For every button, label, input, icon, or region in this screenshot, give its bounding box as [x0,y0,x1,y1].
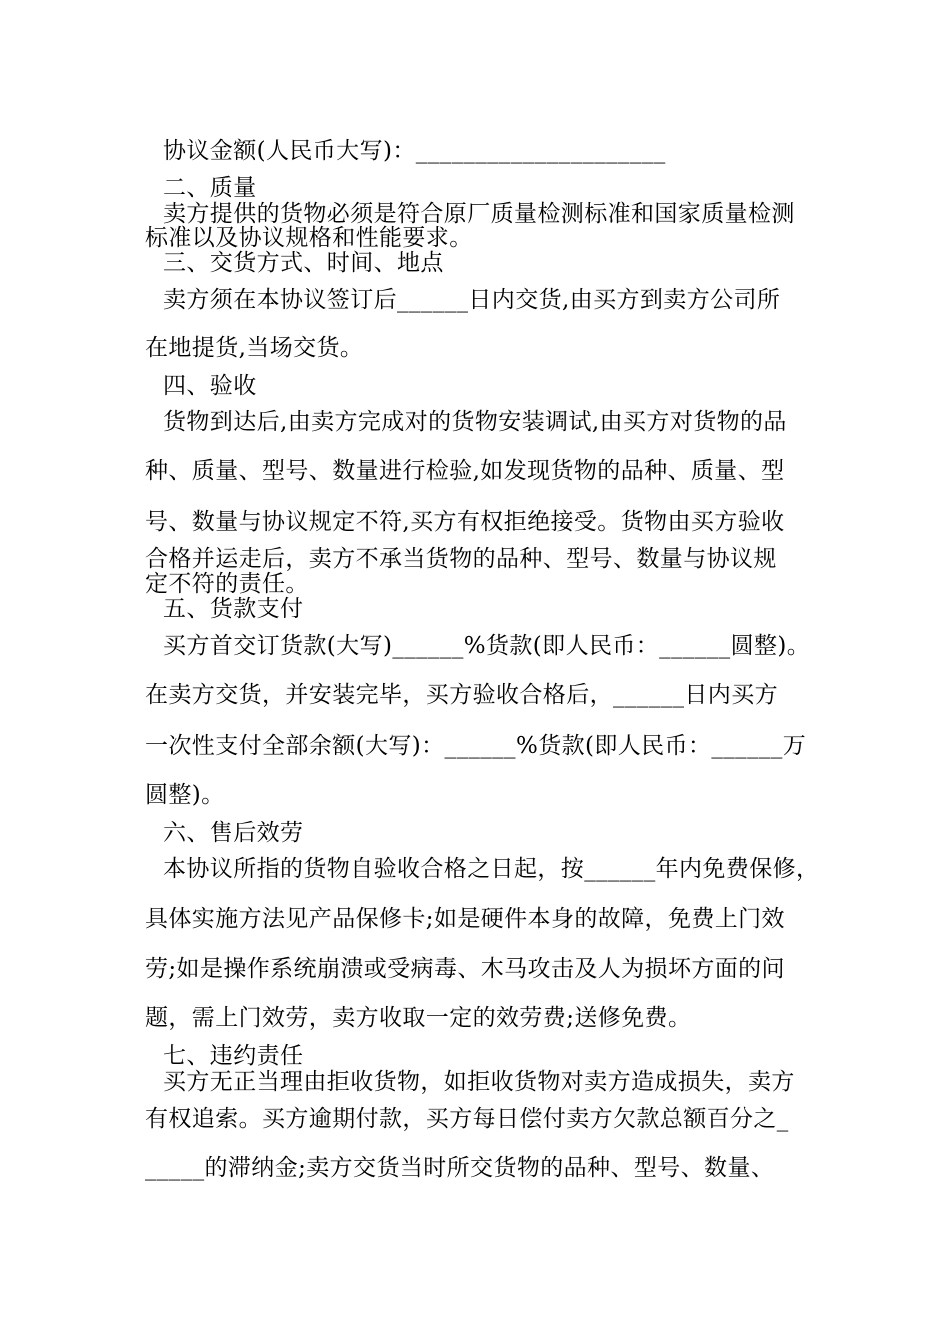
paragraph-line: 题，需上门效劳，卖方收取一定的效劳费;送修免费。 [145,1005,692,1031]
paragraph-line: 卖方提供的货物必须是符合原厂质量检测标准和国家质量检测 [163,201,795,227]
paragraph-line: 圆整)。 [145,782,225,808]
section-heading-payment: 五、货款支付 [163,596,304,622]
section-heading-liability: 七、违约责任 [163,1043,304,1069]
section-heading-quality: 二、质量 [163,175,257,201]
paragraph-line: 定不符的责任。 [145,571,309,597]
paragraph-line: _____的滞纳金;卖方交货当时所交货物的品种、型号、数量、 [145,1155,775,1181]
paragraph-line: 种、质量、型号、数量进行检验,如发现货物的品种、质量、型 [145,458,785,484]
paragraph-line: 本协议所指的货物自验收合格之日起，按______年内免费保修， [163,856,820,882]
paragraph-line: 买方首交订货款(大写)______%货款(即人民币：______圆整)。 [163,633,811,659]
paragraph-line: 号、数量与协议规定不符,买方有权拒绝接受。货物由买方验收 [145,509,785,535]
section-heading-delivery: 三、交货方式、时间、地点 [163,250,444,276]
paragraph-line: 具体实施方法见产品保修卡;如是硬件本身的故障，免费上门效 [145,906,785,932]
paragraph-line: 标准以及协议规格和性能要求。 [145,225,473,251]
paragraph-line: 合格并运走后，卖方不承当货物的品种、型号、数量与协议规 [145,546,777,572]
paragraph-line: 货物到达后,由卖方完成对的货物安装调试,由买方对货物的品 [163,409,787,435]
paragraph-line: 劳;如是操作系统崩溃或受病毒、木马攻击及人为损坏方面的问 [145,956,785,982]
agreement-amount-line: 协议金额(人民币大写)：_____________________ [163,138,666,164]
paragraph-line: 卖方须在本协议签订后______日内交货,由买方到卖方公司所 [163,287,781,313]
paragraph-line: 在卖方交货，并安装完毕，买方验收合格后，______日内买方 [145,682,778,708]
section-heading-after-sales: 六、售后效劳 [163,820,304,846]
paragraph-line: 在地提货,当场交货。 [145,335,364,361]
paragraph-line: 有权追索。买方逾期付款，买方每日偿付卖方欠款总额百分之_ [145,1106,789,1132]
paragraph-line: 一次性支付全部余额(大写)：______%货款(即人民币：______万 [145,733,807,759]
paragraph-line: 买方无正当理由拒收货物，如拒收货物对卖方造成损失，卖方 [163,1069,795,1095]
section-heading-acceptance: 四、验收 [163,373,257,399]
